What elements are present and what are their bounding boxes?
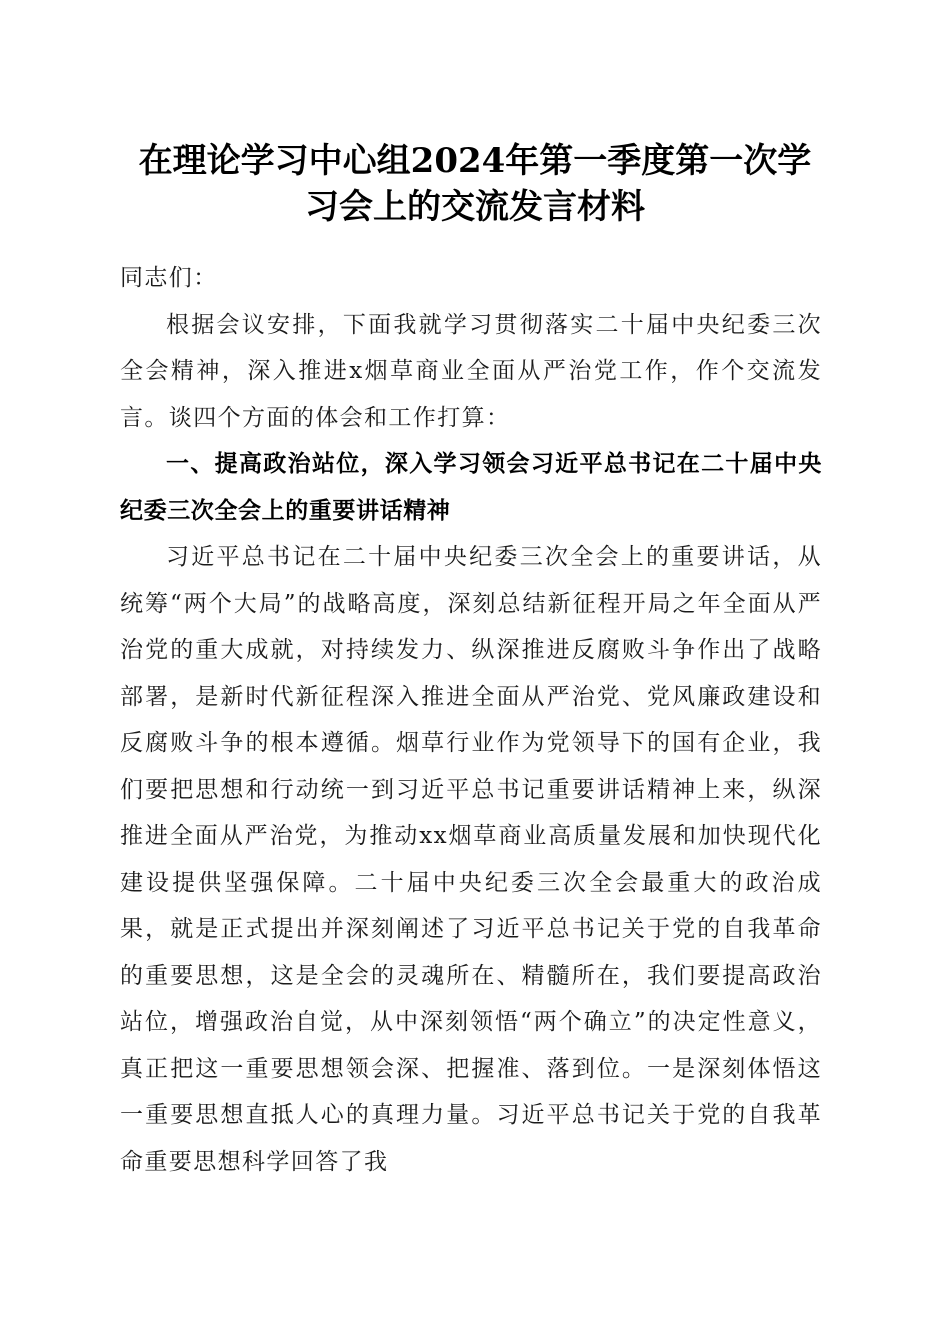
title-line-1: 在理论学习中心组2024年第一季度第一次学 (138, 141, 812, 181)
document-body (120, 255, 822, 1185)
section-1-heading: 一、提高政治站位，深入学习领会习近平总书记在二十届中央纪委三次全会上的重要讲话精神 (120, 451, 822, 524)
intro-paragraph: 根据会议安排，下面我就学习贯彻落实二十届中央纪委三次全会精神，深入推进x烟草商业全面从严治党工作，作个交流发言。谈四个方面的体会和工作打算： (120, 311, 822, 431)
greeting: 同志们： (120, 265, 218, 291)
title-line-2: 习会上的交流发言材料 (305, 187, 645, 227)
section-1-paragraph: 习近平总书记在二十届中央纪委三次全会上的重要讲话，从统筹“两个大局”的战略高度，深刻总结新征程开局之年全面从严治党的重大成就，对持续发力、纵深推进反腐败斗争作出了战略部署，是新时代新征程深入推进全面从严治党、党风廉政建设和反腐败斗争的根本遵循。烟草行业作为党领导下的国有企业，我们要把思想和行动统一到习近平总书记重要讲话精神上来，纵深推进全面从严治党，为推动xx烟草商业高质量发展和加快现代化建设提供坚强保障。二十届中央纪委三次全会最重大的政治成果，就是正式提出并深刻阐述了习近平总书记关于党的自我革命的重要思想，这是全会的灵魂所在、精髓所在，我们要提高政治站位，增强政治自觉，从中深刻领悟“两个确立”的决定性意义，真正把这一重要思想领会深、把握准、落到位。一是深刻体悟这一重要思想直抵人心的真理力量。习近平总书记关于党的自我革命重要思想科学回答了我 (120, 544, 822, 1175)
document-title (110, 138, 840, 230)
